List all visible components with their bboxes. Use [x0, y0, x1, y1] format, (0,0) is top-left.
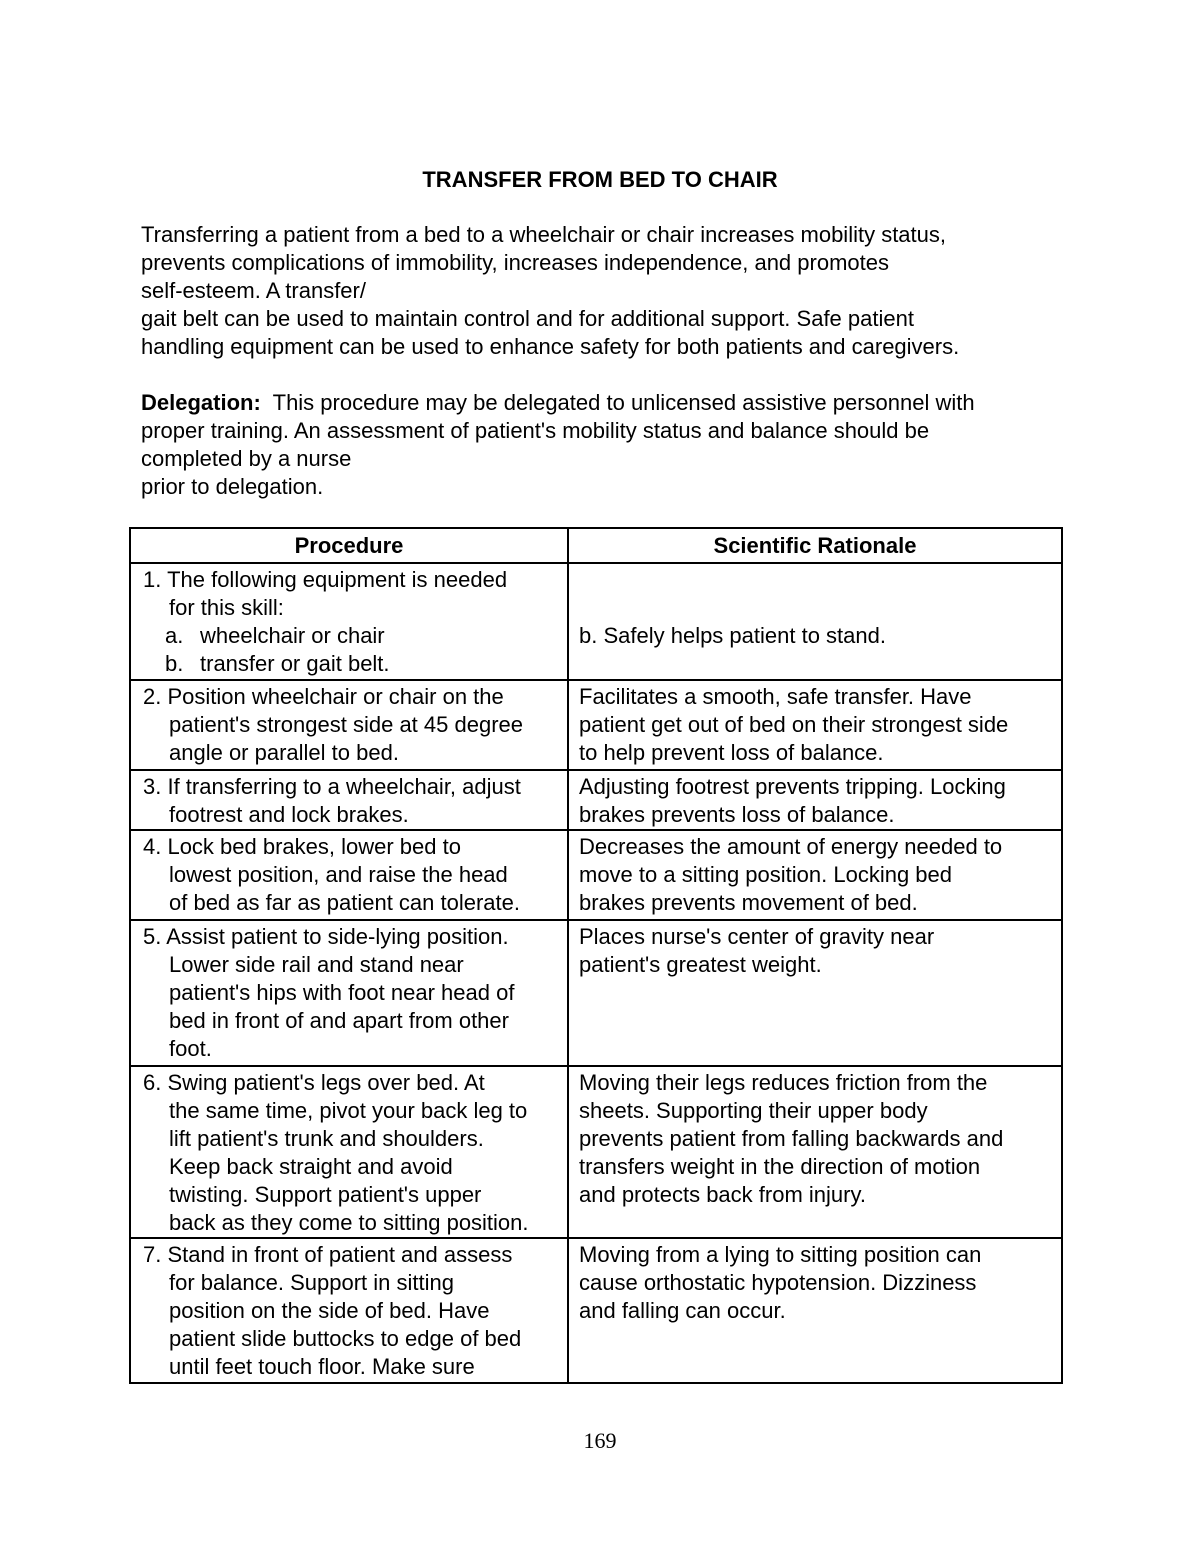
equipment-item	[143, 650, 563, 678]
rationale-line: and falling can occur.	[579, 1298, 786, 1323]
delegation-paragraph	[141, 389, 1071, 501]
rationale-line: Facilitates a smooth, safe transfer. Have	[579, 684, 972, 709]
rationale-cell	[568, 920, 1062, 1066]
procedure-step-line: Lower side rail and stand near	[169, 952, 464, 977]
rationale-line: prevents patient from falling backwards and	[579, 1126, 1004, 1151]
procedure-step-line: 7. Stand in front of patient and assess	[143, 1242, 513, 1267]
table-header-row	[130, 528, 1062, 563]
rationale-line: and protects back from injury.	[579, 1182, 866, 1207]
procedure-cell	[130, 770, 568, 830]
rationale-line: brakes prevents movement of bed.	[579, 890, 918, 915]
rationale-line: to help prevent loss of balance.	[579, 740, 884, 765]
rationale-line: brakes prevents loss of balance.	[579, 802, 895, 827]
procedure-step-line: of bed as far as patient can tolerate.	[169, 890, 521, 915]
rationale-line: Decreases the amount of energy needed to	[579, 834, 1003, 859]
intro-line: Transferring a patient from a bed to a wheelchair or chair increases mobility status,	[141, 222, 946, 247]
table-row	[130, 680, 1062, 770]
procedure-cell	[130, 563, 568, 680]
procedure-cell	[130, 920, 568, 1066]
procedure-cell	[130, 1238, 568, 1383]
rationale-line: Moving their legs reduces friction from the	[579, 1070, 988, 1095]
procedure-step-line: position on the side of bed. Have	[169, 1298, 490, 1323]
intro-paragraph	[141, 221, 1071, 361]
procedure-step-line: bed in front of and apart from other	[169, 1008, 509, 1033]
equipment-item-label: a.	[165, 623, 184, 648]
rationale-line: patient's greatest weight.	[579, 952, 822, 977]
delegation-line: completed by a nurse	[141, 446, 352, 471]
procedure-step-line: for this skill:	[169, 595, 284, 620]
delegation-line: prior to delegation.	[141, 474, 324, 499]
procedure-step-line: twisting. Support patient's upper	[169, 1182, 482, 1207]
procedure-step-line: 4. Lock bed brakes, lower bed to	[143, 834, 461, 859]
intro-line: handling equipment can be used to enhance safety for both patients and caregivers.	[141, 334, 960, 359]
table-row	[130, 770, 1062, 830]
procedure-step-line: foot.	[169, 1036, 212, 1061]
rationale-cell	[568, 1066, 1062, 1238]
delegation-first-line	[141, 389, 1071, 417]
table-row	[130, 830, 1062, 920]
rationale-line: Adjusting footrest prevents tripping. Locking	[579, 774, 1006, 799]
rationale-line: b. Safely helps patient to stand.	[579, 623, 886, 648]
procedure-step-line: lift patient's trunk and shoulders.	[169, 1126, 484, 1151]
procedure-cell	[130, 830, 568, 920]
procedure-step-line: back as they come to sitting position.	[169, 1210, 529, 1235]
procedure-step-line: patient's hips with foot near head of	[169, 980, 515, 1005]
rationale-cell	[568, 563, 1062, 680]
rationale-line: move to a sitting position. Locking bed	[579, 862, 953, 887]
intro-line: self-esteem. A transfer/	[141, 278, 366, 303]
equipment-item-label: b.	[165, 651, 184, 676]
procedure-step-line: 6. Swing patient's legs over bed. At	[143, 1070, 485, 1095]
intro-line: prevents complications of immobility, increases independence, and promotes	[141, 250, 889, 275]
procedure-step-line: 2. Position wheelchair or chair on the	[143, 684, 504, 709]
table-row	[130, 563, 1062, 680]
rationale-line: Moving from a lying to sitting position can	[579, 1242, 982, 1267]
rationale-line	[579, 566, 1057, 594]
procedure-step-line: for balance. Support in sitting	[169, 1270, 454, 1295]
procedure-step-line: Keep back straight and avoid	[169, 1154, 453, 1179]
table-row	[130, 1238, 1062, 1383]
page-number: 169	[583, 1428, 617, 1453]
procedure-cell	[130, 680, 568, 770]
procedure-step-line: lowest position, and raise the head	[169, 862, 508, 887]
rationale-line: transfers weight in the direction of motion	[579, 1154, 981, 1179]
delegation-line: proper training. An assessment of patient's mobility status and balance should be	[141, 418, 930, 443]
rationale-cell	[568, 680, 1062, 770]
page-title: TRANSFER FROM BED TO CHAIR	[422, 167, 778, 192]
procedure-step-line: until feet touch floor. Make sure	[169, 1354, 475, 1379]
equipment-item	[143, 622, 563, 650]
rationale-cell	[568, 830, 1062, 920]
equipment-item-text: transfer or gait belt.	[200, 651, 390, 676]
rationale-line: patient get out of bed on their strongest side	[579, 712, 1009, 737]
procedure-step-line: the same time, pivot your back leg to	[169, 1098, 528, 1123]
rationale-line: Places nurse's center of gravity near	[579, 924, 935, 949]
table-row	[130, 920, 1062, 1066]
procedure-cell	[130, 1066, 568, 1238]
header-rationale: Scientific Rationale	[568, 528, 1062, 563]
delegation-text: This procedure may be delegated to unlicensed assistive personnel with	[260, 390, 975, 415]
rationale-line: cause orthostatic hypotension. Dizziness	[579, 1270, 977, 1295]
rationale-line	[579, 594, 1057, 622]
rationale-cell	[568, 1238, 1062, 1383]
intro-line: gait belt can be used to maintain control and for additional support. Safe patient	[141, 306, 914, 331]
equipment-item-text: wheelchair or chair	[200, 623, 385, 648]
procedure-step-line: 1. The following equipment is needed	[143, 567, 508, 592]
procedure-step-line: 5. Assist patient to side-lying position.	[143, 924, 509, 949]
table-row	[130, 1066, 1062, 1238]
delegation-label: Delegation:	[141, 390, 261, 415]
procedure-step-line: footrest and lock brakes.	[169, 802, 409, 827]
procedure-step-line: patient slide buttocks to edge of bed	[169, 1326, 522, 1351]
table-body	[130, 563, 1062, 1383]
header-procedure: Procedure	[130, 528, 568, 563]
procedure-step-line: 3. If transferring to a wheelchair, adjust	[143, 774, 521, 799]
procedure-step-line: angle or parallel to bed.	[169, 740, 399, 765]
procedure-step-line: patient's strongest side at 45 degree	[169, 712, 523, 737]
rationale-cell	[568, 770, 1062, 830]
procedure-table	[129, 527, 1063, 1384]
rationale-line: sheets. Supporting their upper body	[579, 1098, 928, 1123]
